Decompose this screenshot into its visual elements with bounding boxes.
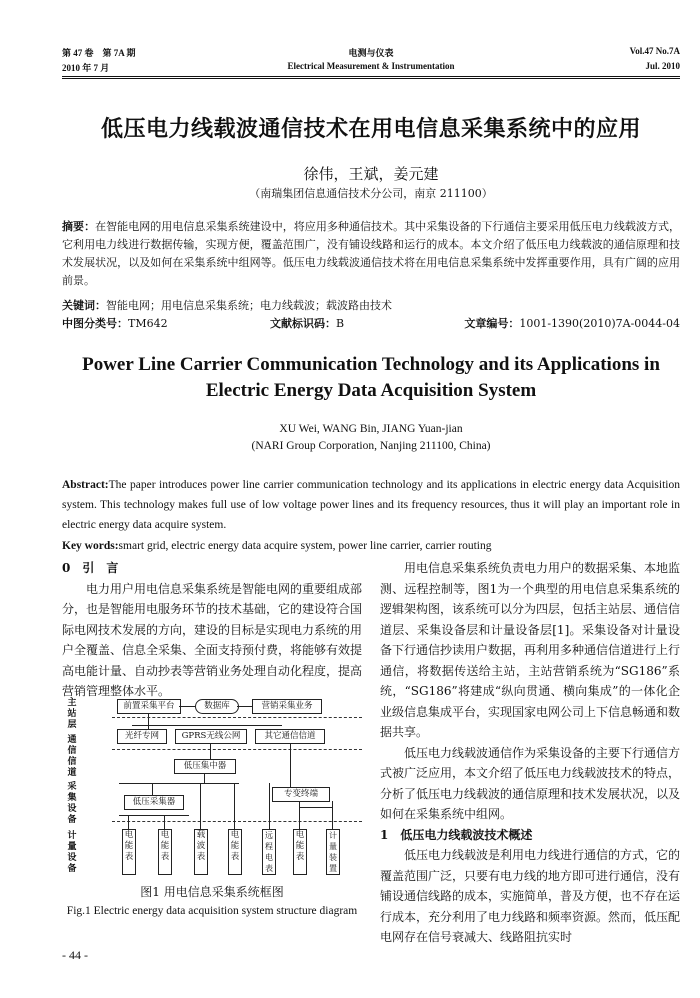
meter-box: 电能表 (122, 829, 136, 875)
fiber-box: 光纤专网 (117, 729, 167, 744)
header-rule-2 (62, 78, 680, 79)
database-box: 数据库 (195, 699, 239, 714)
page-number: - 44 - (62, 948, 88, 962)
abstract-cn-text: 在智能电网的用电信息采集系统建设中，将应用多种通信技术。其中采集设备的下行通信主要采用低压电力线载波方式，它利用电力线进行数据传输，实现方便，覆盖范围广，没有铺设线路和运行的成本。本文介绍了低压电力线载波的通信原理和技术发展状况，以及如何在采集系统中组网等。低压电力线载波通信技术将在用电信息采集系统中发挥重要作用，具有广阔的应用前景。 (62, 220, 680, 287)
keywords-en (62, 536, 680, 556)
section-0-title: 0 引 言 (62, 561, 119, 575)
carrier-meter-box: 载波表 (194, 829, 208, 875)
journal-volume-en: Vol.47 No.7A (629, 46, 680, 56)
layer-divider (112, 821, 362, 822)
clc-field (62, 315, 168, 331)
connector (128, 815, 129, 829)
abstract-en (62, 475, 680, 535)
layer-label-master: 主站层 (67, 698, 77, 730)
connector (299, 801, 300, 829)
article-number-value: 1001-1390(2010)7A-0044-04 (519, 317, 680, 330)
connector (204, 773, 205, 783)
layer-divider (112, 717, 362, 718)
doc-code-field (270, 315, 344, 331)
authors-en: XU Wei, WANG Bin, JIANG Yuan-jian (279, 423, 463, 435)
abstract-cn-label: 摘要： (62, 220, 96, 233)
header-rule (62, 76, 680, 77)
connector (290, 743, 291, 787)
intro-paragraph: 电力用户用电信息采集系统是智能电网的重要组成部分，也是智能用电服务环节的技术基础，它的建设符合国际电网技术发展的方向，建设的目标是实现电力系统的用户全覆盖、信息全采集、全面支持预付费，将能够有效提高电能计量、自动抄表等营销业务处理自动化程度，提高营销管理整体水平。 (62, 581, 363, 698)
architecture-paragraph: 用电信息采集系统负责电力用户的数据采集、本地监测、远程控制等，图1为一个典型的用电信息采集系统的逻辑架构图，该系统可以分为四层，包括主站层、通信信道层、采集设备层和计量设备层[1]。采集设备对计量设备下行通信抄读用户数据，再利用多种通信信道进行上行通信，将数据传送给主站，主站营销系统为“SG186”系统，“SG186”将建成“纵向贯通、横向集成”的一体化企业级信息集成平台，实现国家电网公司上下信息畅通和数据共享。 (380, 561, 681, 739)
collector-box: 低压采集器 (124, 795, 184, 810)
metering-device-box: 计量装置 (326, 829, 340, 875)
connector (269, 783, 270, 829)
abstract-cn (62, 218, 680, 290)
title-en: Power Line Carrier Communication Technology and its Applications in Electric Energy Data Acquisition System (82, 354, 660, 401)
right-column (380, 558, 680, 948)
connector (179, 706, 195, 707)
connector (234, 783, 235, 829)
journal-name-cn: 电测与仪表 (348, 48, 394, 58)
connector (132, 725, 282, 726)
other-channel-box: 其它通信信道 (255, 729, 325, 744)
rs485-line (119, 815, 189, 816)
figure-caption-cn: 图1 用电信息采集系统框图 (140, 885, 284, 899)
plc-intro-paragraph: 低压电力线载波通信作为采集设备的主要下行通信方式被广泛应用，本文介绍了低压电力线载波技术的特点，分析了低压电力线载波的通信原理和技术发展状况，以及如何在采集系统中组网。 (380, 745, 681, 821)
layer-label-collector: 采集设备 (67, 782, 77, 825)
connector (210, 743, 211, 759)
transformer-terminal-box: 专变终端 (272, 787, 330, 802)
keywords-cn-label: 关键词： (62, 299, 106, 312)
section-1-title: 1 低压电力线载波技术概述 (380, 827, 533, 842)
keywords-en-text: smart grid, electric energy data acquire system, power line carrier, carrier routing (118, 540, 492, 552)
classification-line (62, 315, 680, 331)
doc-code-label: 文献标识码： (270, 317, 336, 330)
journal-date-en: Jul. 2010 (645, 61, 680, 71)
front-end-box: 前置采集平台 (117, 699, 181, 714)
title-cn: 低压电力线载波通信技术在用电信息采集系统中的应用 (100, 116, 641, 142)
journal-volume: 第 47 卷 第 7A 期 (62, 48, 136, 58)
meter-box: 电能表 (158, 829, 172, 875)
concentrator-box: 低压集中器 (174, 759, 236, 774)
connector (237, 706, 252, 707)
doc-code-value: B (336, 317, 345, 330)
abstract-en-label: Abstract: (62, 479, 109, 491)
journal-name-en: Electrical Measurement & Instrumentation (287, 61, 455, 71)
connector (332, 801, 333, 829)
connector (200, 783, 201, 829)
journal-date: 2010 年 7 月 (62, 63, 110, 73)
plc-overview-paragraph: 低压电力线载波是利用电力线进行通信的方式，它的覆盖范围广泛，只要有电力线的地方即可进行通信，没有铺设通信线路的成本，实施简单，普及方便，也不存在运行成本，充分利用了电力线路和频率资源。然而，低压配电网存在信号衰减大、线路阻抗实时 (380, 848, 681, 944)
figure-1 (62, 695, 362, 880)
keywords-en-label: Key words: (62, 540, 119, 552)
layer-divider (112, 749, 362, 750)
layer-label-meter: 计量设备 (67, 831, 77, 874)
article-number-field (464, 315, 680, 331)
gprs-box: GPRS无线公网 (175, 729, 247, 744)
meter-box: 电能表 (228, 829, 242, 875)
marketing-box: 营销采集业务 (252, 699, 322, 714)
connector (152, 783, 153, 795)
authors-cn: 徐伟，王斌，姜元建 (303, 165, 439, 183)
clc-value: TM642 (128, 317, 168, 330)
connector (299, 807, 332, 808)
article-number-label: 文章编号： (464, 317, 520, 330)
keywords-cn (62, 297, 680, 315)
layer-label-channel: 通信信道 (67, 735, 77, 778)
remote-meter-box: 远程电表 (262, 829, 276, 875)
abstract-en-text: The paper introduces power line carrier communication technology and its applications in electric energy data Acquisition system. This technology makes full use of low voltage power lines and its frequency resources, thus it will play an important role in electric energy data acquire system. (62, 479, 680, 531)
affiliation-en: (NARI Group Corporation, Nanjing 211100, China) (251, 440, 491, 452)
left-column (62, 558, 362, 702)
carrier-line (119, 783, 239, 784)
meter-box: 电能表 (293, 829, 307, 875)
clc-label: 中图分类号： (62, 317, 128, 330)
connector (164, 815, 165, 829)
connector (148, 713, 149, 729)
affiliation-cn: （南瑞集团信息通信技术分公司，南京 211100） (249, 187, 493, 200)
keywords-cn-text: 智能电网；用电信息采集系统；电力线载波；载波路由技术 (106, 299, 392, 312)
figure-caption-en: Fig.1 Electric energy data acquisition system structure diagram (66, 905, 358, 917)
